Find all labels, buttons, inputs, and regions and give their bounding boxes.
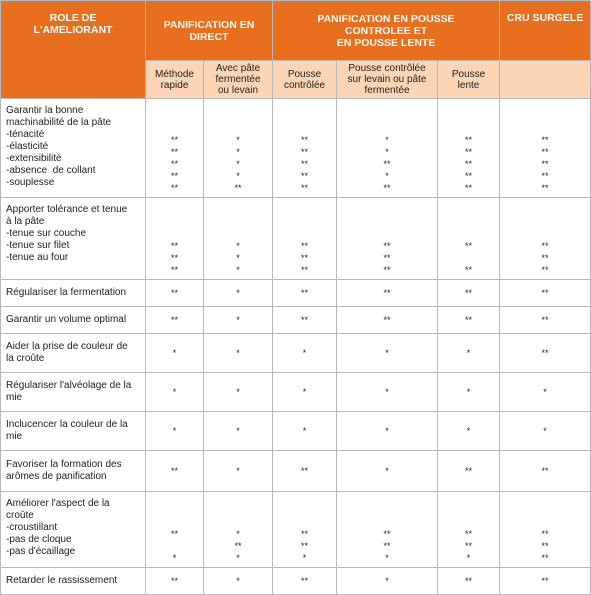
- role-title-line: machinabilité de la pâte: [6, 117, 112, 128]
- rating-stars: **: [383, 183, 391, 193]
- rating-stars: *: [172, 387, 177, 397]
- rating-cell: [500, 492, 591, 568]
- row-role-label: [1, 412, 146, 451]
- rating-stars: [438, 252, 499, 264]
- rating-stars: *: [236, 253, 240, 263]
- rating-cell: [337, 373, 438, 412]
- rating-stars: *: [236, 553, 240, 563]
- rating-stars: **: [301, 135, 309, 145]
- rating-stars: **: [465, 241, 473, 251]
- header-cru-surgele: CRU SURGELE: [500, 1, 591, 61]
- rating-stars: *: [466, 426, 471, 436]
- rating-stars: *: [385, 171, 389, 181]
- rating-stars: **: [301, 147, 309, 157]
- rating-stars: *: [385, 387, 389, 397]
- rating-cell: [273, 451, 337, 492]
- table-row: [1, 373, 591, 412]
- rating-cell: [273, 334, 337, 373]
- rating-cell: [146, 198, 204, 280]
- rating-cell: [146, 412, 204, 451]
- role-title-line: Régulariser la fermentation: [6, 287, 127, 298]
- role-title-line: la croûte: [6, 353, 45, 364]
- rating-stars: **: [383, 159, 391, 169]
- rating-stars: **: [170, 147, 178, 157]
- rating-stars: *: [236, 529, 240, 539]
- rating-cell: [500, 99, 591, 198]
- rating-cell: [438, 451, 500, 492]
- table-row: [1, 99, 591, 198]
- header-role: ROLE DE L'AMELIORANT: [1, 1, 146, 99]
- role-title-line: mie: [6, 392, 23, 403]
- rating-stars: **: [301, 529, 309, 539]
- rating-stars: **: [170, 171, 178, 181]
- rating-stars: **: [465, 183, 473, 193]
- rating-stars: *: [172, 348, 177, 358]
- rating-cell: [337, 492, 438, 568]
- rating-cell: [500, 412, 591, 451]
- rating-stars: *: [236, 135, 240, 145]
- rating-stars: **: [170, 253, 178, 263]
- rating-cell: [500, 451, 591, 492]
- rating-stars: **: [301, 288, 309, 298]
- rating-stars: **: [541, 241, 549, 251]
- rating-stars: *: [236, 147, 240, 157]
- rating-stars: **: [465, 466, 473, 476]
- role-criterion-line: -pas d'écaillage: [6, 546, 76, 557]
- rating-stars: **: [541, 265, 549, 275]
- rating-stars: **: [465, 315, 473, 325]
- rating-cell: [146, 307, 204, 334]
- rating-stars: **: [301, 315, 309, 325]
- rating-stars: **: [541, 529, 549, 539]
- role-criterion-line: -ténacité: [6, 129, 45, 140]
- rating-stars: *: [236, 387, 240, 397]
- rating-stars: **: [541, 553, 549, 563]
- rating-stars: *: [385, 348, 389, 358]
- rating-stars: **: [541, 135, 549, 145]
- rating-stars: **: [541, 288, 549, 298]
- table-row: [1, 280, 591, 307]
- rating-cell: [146, 280, 204, 307]
- subheader-pate-fermentee: Avec pâte fermentée ou levain: [204, 61, 273, 99]
- rating-cell: [273, 568, 337, 595]
- rating-stars: **: [465, 171, 473, 181]
- rating-stars: **: [541, 348, 549, 358]
- rating-stars: **: [541, 159, 549, 169]
- table-row: [1, 198, 591, 280]
- rating-cell: [337, 307, 438, 334]
- row-role-label: [1, 568, 146, 595]
- rating-cell: [204, 307, 273, 334]
- rating-stars: **: [465, 265, 473, 275]
- table-row: [1, 451, 591, 492]
- rating-stars: *: [543, 426, 547, 436]
- role-criterion-line: -croustillant: [6, 522, 58, 533]
- role-criterion-line: -tenue au four: [6, 252, 69, 263]
- rating-stars: *: [385, 553, 389, 563]
- row-role-label: [1, 280, 146, 307]
- rating-cell: [146, 373, 204, 412]
- rating-stars: *: [543, 387, 547, 397]
- rating-cell: [337, 451, 438, 492]
- rating-cell: [273, 280, 337, 307]
- role-criterion-line: -souplesse: [6, 177, 55, 188]
- rating-stars: **: [170, 529, 178, 539]
- rating-cell: [337, 568, 438, 595]
- rating-stars: **: [383, 541, 391, 551]
- table-row: [1, 334, 591, 373]
- rating-stars: **: [301, 159, 309, 169]
- rating-cell: [273, 373, 337, 412]
- role-title-line: Retarder le rassissement: [6, 575, 118, 586]
- rating-cell: [204, 412, 273, 451]
- table-body: [1, 99, 591, 595]
- rating-cell: [273, 412, 337, 451]
- rating-stars: **: [465, 576, 473, 586]
- rating-stars: **: [465, 541, 473, 551]
- header-pousse: PANIFICATION EN POUSSE CONTROLEE ET EN POUSSE LENTE: [273, 1, 500, 61]
- rating-stars: *: [236, 288, 240, 298]
- role-title-line: Régulariser l'alvéolage de la: [6, 380, 132, 391]
- rating-stars: *: [236, 171, 240, 181]
- rating-cell: [438, 198, 500, 280]
- rating-cell: [438, 99, 500, 198]
- rating-stars: **: [170, 159, 178, 169]
- row-role-label: [1, 307, 146, 334]
- rating-stars: *: [302, 426, 307, 436]
- row-role-label: [1, 198, 146, 280]
- rating-stars: *: [236, 159, 240, 169]
- rating-cell: [146, 451, 204, 492]
- role-criterion-line: -tenue sur filet: [6, 240, 70, 251]
- rating-stars: *: [236, 265, 240, 275]
- rating-cell: [438, 334, 500, 373]
- row-role-label: [1, 492, 146, 568]
- rating-stars: **: [383, 241, 391, 251]
- rating-stars: **: [170, 288, 178, 298]
- rating-stars: **: [234, 183, 242, 193]
- rating-cell: [500, 568, 591, 595]
- role-criterion-line: -élasticité: [6, 141, 49, 152]
- role-title-line: à la pâte: [6, 216, 45, 227]
- role-criterion-line: -pas de cloque: [6, 534, 72, 545]
- rating-stars: **: [170, 183, 178, 193]
- rating-cell: [438, 568, 500, 595]
- rating-stars: *: [302, 348, 307, 358]
- rating-stars: **: [170, 315, 178, 325]
- rating-cell: [438, 280, 500, 307]
- subheader-cru-blank: [500, 61, 591, 99]
- rating-stars: **: [170, 265, 178, 275]
- rating-stars: **: [301, 541, 309, 551]
- rating-cell: [500, 334, 591, 373]
- rating-cell: [204, 198, 273, 280]
- rating-stars: *: [385, 466, 389, 476]
- rating-stars: *: [466, 387, 471, 397]
- rating-cell: [204, 99, 273, 198]
- rating-stars: *: [385, 426, 389, 436]
- rating-stars: **: [234, 541, 242, 551]
- rating-cell: [273, 492, 337, 568]
- rating-cell: [204, 373, 273, 412]
- table-row: [1, 568, 591, 595]
- rating-stars: **: [465, 529, 473, 539]
- rating-stars: **: [465, 135, 473, 145]
- rating-cell: [500, 373, 591, 412]
- rating-stars: **: [301, 576, 309, 586]
- role-title-line: Favoriser la formation des: [6, 459, 122, 470]
- rating-cell: [204, 492, 273, 568]
- role-title-line: mie: [6, 431, 23, 442]
- rating-stars: *: [302, 553, 307, 563]
- role-title-line: Inclucencer la couleur de la: [6, 419, 128, 430]
- subheader-methode-rapide: Méthode rapide: [146, 61, 204, 99]
- rating-stars: *: [236, 348, 240, 358]
- rating-stars: **: [465, 147, 473, 157]
- rating-cell: [204, 451, 273, 492]
- role-title-line: Aider la prise de couleur de: [6, 341, 128, 352]
- rating-stars: **: [383, 315, 391, 325]
- rating-stars: **: [383, 288, 391, 298]
- rating-cell: [438, 492, 500, 568]
- role-title-line: Apporter tolérance et tenue: [6, 204, 128, 215]
- rating-stars: **: [170, 466, 178, 476]
- rating-stars: **: [541, 576, 549, 586]
- rating-cell: [438, 307, 500, 334]
- rating-stars: *: [466, 348, 471, 358]
- rating-cell: [500, 198, 591, 280]
- rating-stars: [146, 540, 203, 552]
- rating-stars: *: [236, 315, 240, 325]
- rating-cell: [273, 99, 337, 198]
- rating-cell: [146, 334, 204, 373]
- rating-stars: **: [301, 253, 309, 263]
- rating-stars: **: [465, 159, 473, 169]
- rating-stars: *: [302, 387, 307, 397]
- rating-cell: [146, 492, 204, 568]
- rating-cell: [337, 334, 438, 373]
- header-direct: PANIFICATION EN DIRECT: [146, 1, 273, 61]
- rating-stars: **: [170, 135, 178, 145]
- subheader-pousse-controlee-levain: Pousse contrôlée sur levain ou pâte fermentée: [337, 61, 438, 99]
- rating-stars: **: [383, 253, 391, 263]
- rating-cell: [273, 307, 337, 334]
- rating-stars: *: [236, 426, 240, 436]
- subheader-pousse-controlee: Pousse contrôlée: [273, 61, 337, 99]
- rating-cell: [146, 568, 204, 595]
- rating-stars: **: [301, 183, 309, 193]
- rating-cell: [337, 99, 438, 198]
- row-role-label: [1, 334, 146, 373]
- rating-cell: [337, 198, 438, 280]
- rating-stars: *: [385, 135, 389, 145]
- rating-stars: *: [236, 241, 240, 251]
- rating-cell: [500, 280, 591, 307]
- rating-stars: **: [383, 529, 391, 539]
- rating-stars: **: [541, 171, 549, 181]
- rating-stars: *: [236, 576, 240, 586]
- rating-stars: *: [172, 426, 177, 436]
- rating-stars: **: [541, 541, 549, 551]
- role-criterion-line: -tenue sur couche: [6, 228, 87, 239]
- row-role-label: [1, 99, 146, 198]
- rating-cell: [273, 198, 337, 280]
- role-title-line: Garantir un volume optimal: [6, 314, 127, 325]
- rating-cell: [337, 412, 438, 451]
- rating-cell: [204, 568, 273, 595]
- role-title-line: Garantir la bonne: [6, 105, 84, 116]
- table-row: [1, 492, 591, 568]
- row-role-label: [1, 451, 146, 492]
- rating-stars: **: [541, 253, 549, 263]
- subheader-pousse-lente: Pousse lente: [438, 61, 500, 99]
- rating-stars: *: [236, 466, 240, 476]
- rating-cell: [204, 334, 273, 373]
- rating-stars: **: [541, 315, 549, 325]
- rating-stars: *: [385, 147, 389, 157]
- role-criterion-line: -absence de collant: [6, 165, 96, 176]
- role-title-line: arômes de panification: [6, 471, 107, 482]
- role-title-line: croûte: [6, 510, 34, 521]
- row-role-label: [1, 373, 146, 412]
- rating-stars: **: [465, 288, 473, 298]
- rating-stars: **: [383, 265, 391, 275]
- role-title-line: Améliorer l'aspect de la: [6, 498, 110, 509]
- rating-stars: **: [301, 265, 309, 275]
- rating-stars: **: [170, 576, 178, 586]
- rating-cell: [204, 280, 273, 307]
- rating-stars: **: [170, 241, 178, 251]
- rating-stars: **: [541, 183, 549, 193]
- table-row: [1, 307, 591, 334]
- rating-cell: [500, 307, 591, 334]
- rating-cell: [337, 280, 438, 307]
- rating-cell: [146, 99, 204, 198]
- rating-stars: *: [466, 553, 471, 563]
- table-row: [1, 412, 591, 451]
- rating-stars: **: [301, 241, 309, 251]
- role-criterion-line: -extensibilité: [6, 153, 62, 164]
- header-row: [1, 1, 591, 61]
- rating-cell: [438, 373, 500, 412]
- rating-stars: *: [172, 553, 177, 563]
- rating-stars: *: [385, 576, 389, 586]
- rating-cell: [438, 412, 500, 451]
- rating-stars: **: [301, 466, 309, 476]
- rating-stars: **: [541, 466, 549, 476]
- rating-stars: **: [301, 171, 309, 181]
- rating-stars: **: [541, 147, 549, 157]
